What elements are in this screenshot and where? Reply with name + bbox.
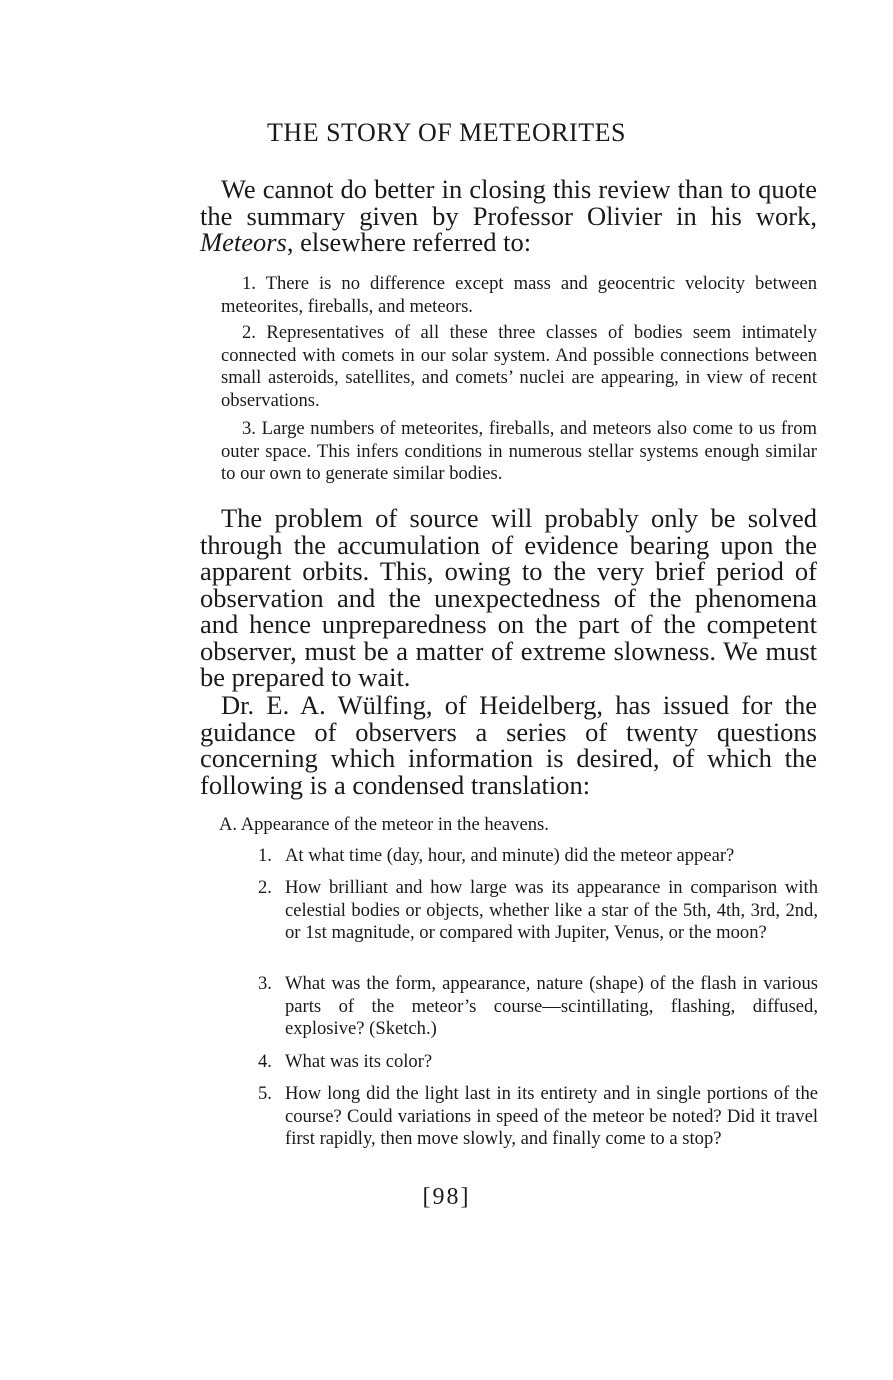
question-text: What was the form, appearance, nature (shape) of the flash in various parts of the meteor’s course—scintillating, flashing, diffused, explosive? (Sketch.) — [285, 973, 818, 1040]
summary-text: Large numbers of meteorites, fireballs, and meteors also come to us from outer space. This infers conditions in numerous stellar systems enough similar to our own to generate similar bodies. — [221, 418, 817, 485]
question-text: How long did the light last in its entirety and in single portions of the course? Could variations in speed of the meteor be noted? Did it travel first rapidly, then move slowly, and finally come to a stop? — [285, 1083, 818, 1150]
intro-text-before: We cannot do better in closing this review than to quote the summary given by Professor Olivier in his work, — [200, 174, 817, 231]
question-text: What was its color? — [285, 1051, 433, 1072]
summary-item — [221, 273, 817, 318]
summary-text: There is no difference except mass and geocentric velocity between meteorites, fireballs, and meteors. — [221, 273, 817, 317]
summary-text: Representatives of all these three classes of bodies seem intimately connected with comets in our solar system. And possible connections between small asteroids, satellites, and comets’ nuclei are appearing, in view of recent observations. — [221, 322, 817, 411]
intro-text-after: , elsewhere referred to: — [286, 227, 532, 257]
summary-item — [221, 418, 817, 486]
question-item — [258, 1083, 818, 1151]
page-number: [98] — [422, 1184, 471, 1210]
summary-number: 3. — [242, 418, 256, 439]
running-head: THE STORY OF METEORITES — [267, 118, 626, 147]
summary-number: 1. — [242, 273, 256, 294]
intro-paragraph — [200, 176, 817, 256]
question-number: 3. — [258, 973, 272, 994]
question-number: 4. — [258, 1051, 272, 1072]
book-title-meteors: Meteors — [200, 227, 287, 257]
summary-number: 2. — [242, 322, 256, 343]
section-heading-a: A. Appearance of the meteor in the heavens. — [219, 814, 549, 835]
question-number: 1. — [258, 845, 272, 866]
question-item — [258, 973, 818, 1041]
question-item — [258, 877, 818, 945]
wulfing-paragraph: Dr. E. A. Wülfing, of Heidelberg, has issued for the guidance of observers a series of twenty questions concerning which information is desired, of which the following is a condensed translation: — [200, 690, 817, 800]
question-number: 2. — [258, 877, 272, 898]
question-item — [258, 1051, 818, 1074]
question-number: 5. — [258, 1083, 272, 1104]
question-text: At what time (day, hour, and minute) did the meteor appear? — [285, 845, 735, 866]
summary-item — [221, 322, 817, 412]
question-text: How brilliant and how large was its appearance in comparison with celestial bodies or objects, whether like a star of the 5th, 4th, 3rd, 2nd, or 1st magnitude, or compared with Jupiter, Venus, or the moon? — [285, 877, 818, 944]
question-item — [258, 845, 818, 868]
source-paragraph: The problem of source will probably only be solved through the accumulation of evidence bearing upon the apparent orbits. This, owing to the very brief period of observation and the unexpectedness of the phenomena and hence unpreparedness on the part of the competent observer, must be a matter of extreme slowness. We must be prepared to wait. — [200, 503, 817, 692]
